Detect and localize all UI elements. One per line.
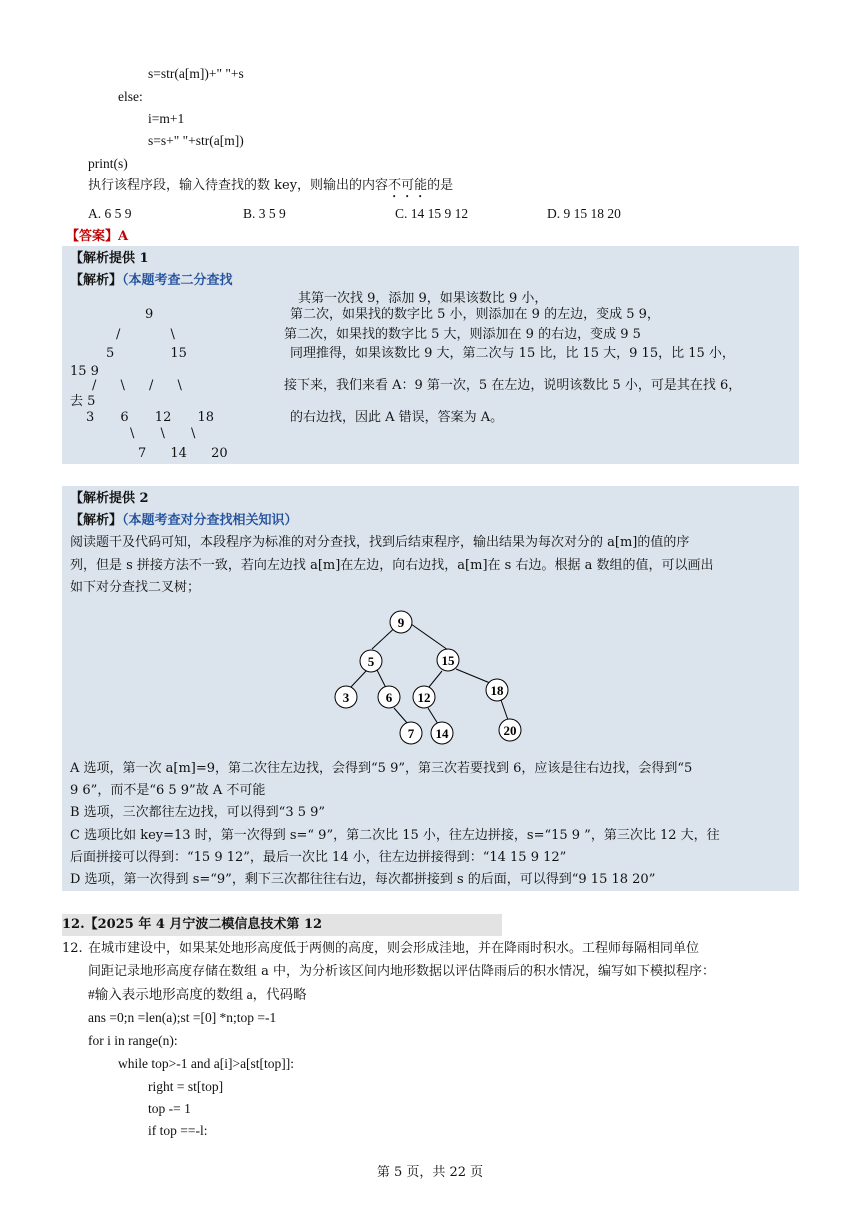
svg-text:5: 5	[367, 654, 375, 669]
tree-edge	[428, 708, 438, 724]
code-line: s=str(a[m])+" "+s	[148, 66, 244, 81]
analysis-text: 第二次，如果找的数字比 5 小，则添加在 9 的左边，变成 5 9，	[290, 307, 660, 322]
analysis-heading: 【解析】（本题考查对分查找相关知识）	[70, 513, 298, 528]
option-analysis: 9 6”，而不是“6 5 9”故 A 不可能	[70, 783, 266, 798]
option-d: D. 9 15 18 20	[547, 206, 621, 221]
svg-text:12: 12	[417, 690, 431, 705]
option-a: A. 6 5 9	[88, 206, 132, 221]
tree-edge	[394, 708, 408, 724]
tree-node	[378, 686, 400, 708]
question-stem: 执行该程序段，输入待查找的数 key，则输出的内容不可能的是	[88, 178, 454, 193]
svg-text:3: 3	[342, 690, 350, 705]
analysis-title: 【解析提供 2	[70, 491, 149, 506]
tree-edge	[456, 669, 490, 683]
tree-node	[400, 722, 422, 744]
tree-text-line: 5 15	[106, 346, 187, 361]
option-analysis: B 选项，三次都往左边找，可以得到“3 5 9”	[70, 805, 326, 820]
analysis-text: 其第一次找 9，添加 9，如果该数比 9 小，	[298, 291, 548, 306]
option-analysis: A 选项，第一次 a[m]=9，第二次往左边找，会得到“5 9”，第三次若要找到 6，应该是往右边找，会得到“5	[70, 761, 693, 776]
option-analysis: C 选项比如 key=13 时，第一次得到 s=“ 9”，第二次比 15 小，往左边拼接，s=“15 9 ”，第三次比 12 大，往	[70, 828, 720, 843]
analysis-paragraph: 列，但是 s 拼接方法不一致，若向左边找 a[m]在左边，向右边找，a[m]在 s 右边。根据 a 数组的值，可以画出	[70, 558, 714, 573]
tree-text-line: \ \ \	[130, 426, 196, 441]
option-c: C. 14 15 9 12	[395, 206, 469, 221]
code-line: if top ==-l:	[148, 1123, 208, 1138]
option-analysis: D 选项，第一次得到 s=“9”，剩下三次都往往右边，每次都拼接到 s 的后面，可以得到“9 15 18 20”	[70, 872, 656, 887]
tree-text-line: / \	[116, 327, 175, 342]
tree-text-line: 去 5	[70, 394, 96, 409]
code-line: while top>-1 and a[i]>a[st[top]]:	[118, 1056, 295, 1071]
code-line: ans =0;n =len(a);st =[0] *n;top =-1	[88, 1010, 277, 1025]
analysis-text: 同理推得，如果该数比 9 大，第二次与 15 比，比 15 大，9 15，比 15 小，	[290, 346, 735, 361]
code-line: print(s)	[88, 156, 128, 171]
tree-text-line: 3 6 12 18	[86, 410, 215, 425]
svg-text:9: 9	[397, 615, 405, 630]
tree-node	[437, 649, 459, 671]
code-line: for i in range(n):	[88, 1033, 178, 1048]
code-line: else:	[118, 89, 143, 104]
question-number: 12.	[62, 941, 83, 956]
analysis-text: 第二次，如果找的数字比 5 大，则添加在 9 的右边，变成 9 5	[284, 327, 641, 342]
code-line: s=s+" "+str(a[m])	[148, 133, 244, 148]
tree-node	[335, 686, 357, 708]
option-b: B. 3 5 9	[243, 206, 286, 221]
tree-node	[360, 650, 382, 672]
code-line: #输入表示地形高度的数组 a，代码略	[88, 987, 307, 1002]
tree-text-line: 9	[145, 307, 154, 322]
question-stem: 在城市建设中，如果某处地形高度低于两侧的高度，则会形成洼地，并在降雨时积水。工程师每隔相同单位	[88, 941, 700, 956]
tree-node	[486, 679, 508, 701]
tree-nodes	[335, 611, 521, 744]
tree-edge	[350, 670, 367, 688]
question-stem: 间距记录地形高度存储在数组 a 中，为分析该区间内地形数据以评估降雨后的积水情况，编写如下模拟程序：	[88, 964, 716, 979]
svg-text:7: 7	[407, 726, 415, 741]
analysis-text: 接下来，我们来看 A：9 第一次，5 在左边，说明该数比 5 小，可是其在找 6，	[284, 378, 742, 393]
tree-edge	[429, 671, 442, 687]
analysis-paragraph: 阅读题干及代码可知，本段程序为标准的对分查找，找到后结束程序，输出结果为每次对分的 a[m]的值的序	[70, 535, 690, 550]
section-title: 12.【2025 年 4 月宁波二模信息技术第 12	[62, 917, 323, 932]
analysis-text: 的右边找，因此 A 错误，答案为 A。	[290, 410, 504, 425]
answer-line: 【答案】A	[66, 229, 129, 244]
option-analysis: 后面拼接可以得到：“15 9 12”，最后一次比 14 小，往左边拼接得到：“14 15 9 12”	[70, 850, 567, 865]
analysis-paragraph: 如下对分查找二叉树；	[70, 580, 201, 595]
tree-node	[390, 611, 412, 633]
code-line: right = st[top]	[148, 1079, 224, 1094]
tree-node	[499, 719, 521, 741]
svg-text:6: 6	[385, 690, 393, 705]
tree-edge	[501, 700, 508, 720]
tree-edges	[350, 622, 508, 724]
svg-text:18: 18	[490, 683, 504, 698]
tree-text-line: 7 14 20	[138, 446, 228, 461]
tree-node	[413, 686, 435, 708]
page-footer: 第 5 页，共 22 页	[376, 1165, 484, 1180]
analysis-title: 【解析提供 1	[70, 251, 149, 266]
code-line: i=m+1	[148, 111, 185, 126]
tree-edge	[411, 624, 448, 650]
svg-text:20: 20	[503, 723, 517, 738]
tree-text-line: 15 9	[70, 364, 99, 379]
binary-search-tree	[320, 600, 540, 750]
code-line: top -= 1	[148, 1101, 191, 1116]
tree-text-line: / \ / \	[92, 378, 182, 393]
tree-node	[431, 722, 453, 744]
svg-text:14: 14	[435, 726, 449, 741]
tree-edge	[377, 670, 386, 688]
svg-text:15: 15	[441, 653, 455, 668]
analysis-heading: 【解析】（本题考查二分查找	[70, 273, 233, 288]
